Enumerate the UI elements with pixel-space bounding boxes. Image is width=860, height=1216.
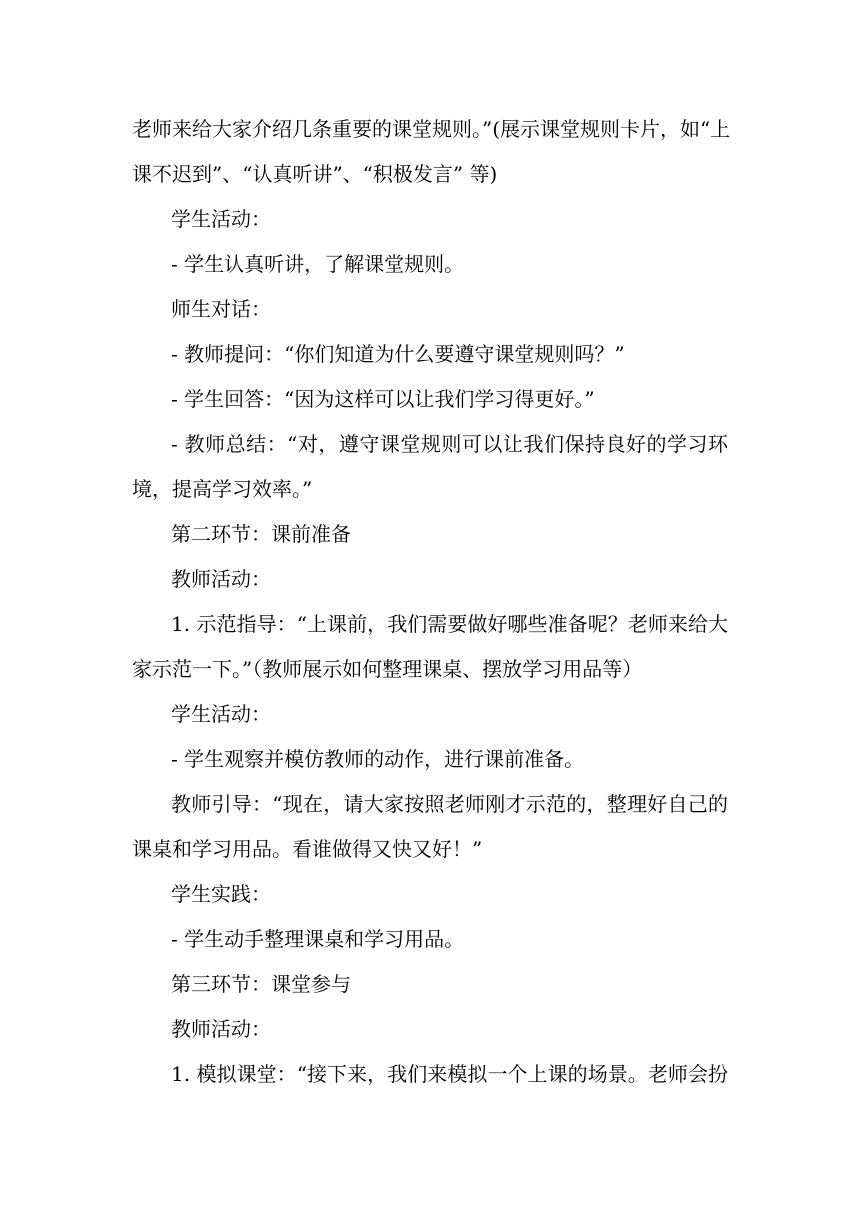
section-label: 教师活动： (171, 1017, 271, 1041)
section-label: 学生活动： (171, 207, 271, 231)
list-item: - 学生回答：“因为这样可以让我们学习得更好。” (171, 387, 595, 411)
list-item: 1. 示范指导：“上课前，我们需要做好哪些准备呢？老师来给大 (171, 612, 728, 636)
list-item: - 教师提问：“你们知道为什么要遵守课堂规则吗？” (171, 342, 625, 366)
section-heading: 第三环节：课堂参与 (171, 972, 351, 996)
list-item: - 学生观察并模仿教师的动作，进行课前准备。 (171, 747, 585, 771)
section-heading: 第二环节：课前准备 (171, 522, 351, 546)
section-label: 学生活动： (171, 702, 271, 726)
paragraph-line: 境，提高学习效率。” (132, 477, 313, 501)
list-item: - 教师总结：“对，遵守课堂规则可以让我们保持良好的学习环 (171, 432, 728, 456)
list-item: 1. 模拟课堂：“接下来，我们来模拟一个上课的场景。老师会扮 (171, 1062, 728, 1086)
paragraph-line: 课不迟到”、“认真听讲”、“积极发言” 等) (132, 162, 498, 186)
list-item: - 学生认真听讲，了解课堂规则。 (171, 252, 465, 276)
section-label: 教师活动： (171, 567, 271, 591)
paragraph-line: 老师来给大家介绍几条重要的课堂规则。”(展示课堂规则卡片，如“上 (132, 117, 731, 141)
section-label: 学生实践： (171, 882, 271, 906)
section-label: 师生对话： (171, 297, 271, 321)
paragraph-line: 家示范一下。”（教师展示如何整理课桌、摆放学习用品等） (132, 657, 643, 681)
list-item: - 学生动手整理课桌和学习用品。 (171, 927, 465, 951)
paragraph-line: 课桌和学习用品。看谁做得又快又好！” (132, 837, 483, 861)
paragraph-line: 教师引导：“现在，请大家按照老师刚才示范的，整理好自己的 (171, 792, 728, 816)
